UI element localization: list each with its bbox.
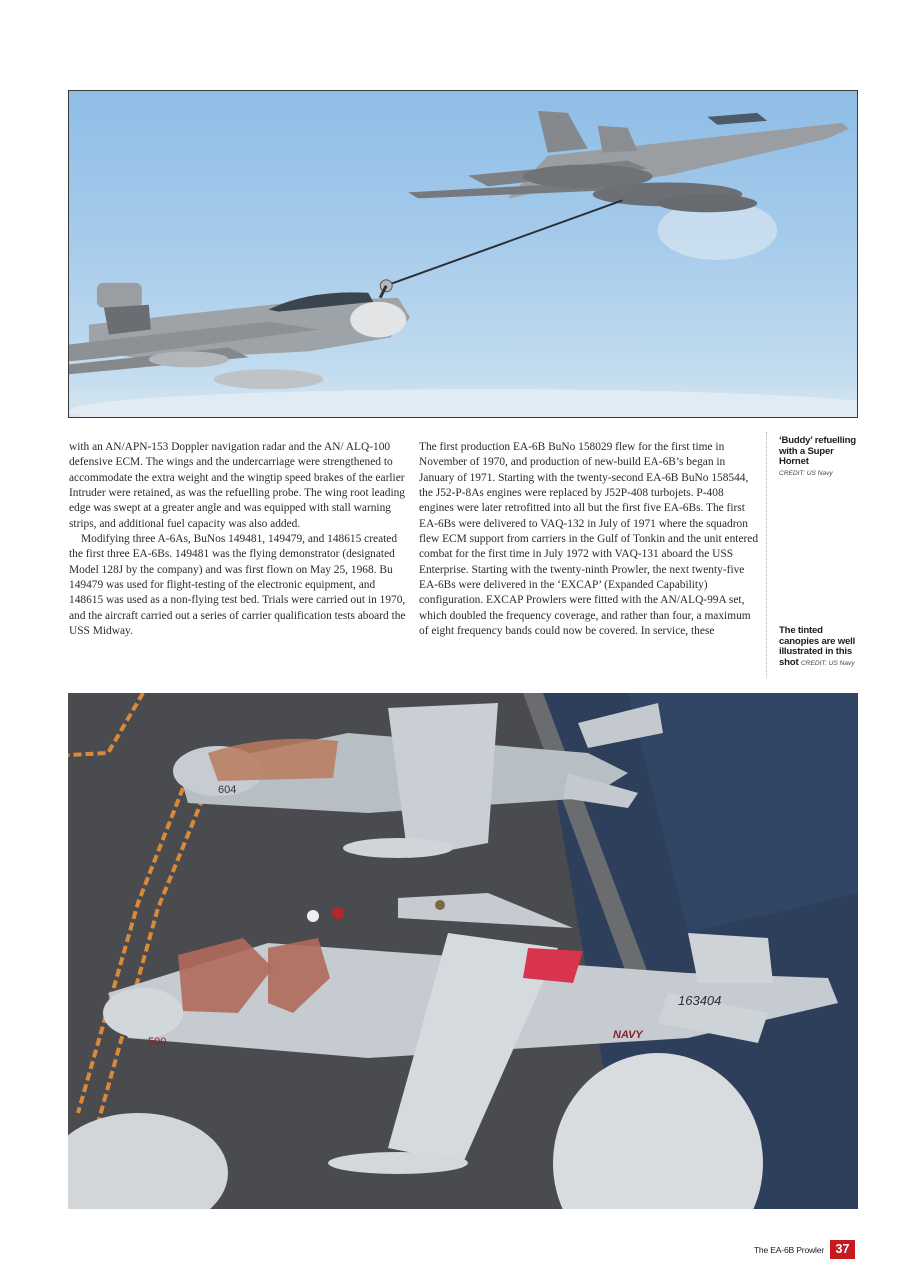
page-number: 37 xyxy=(830,1240,855,1259)
photo-caption-bottom xyxy=(779,626,863,669)
svg-text:604: 604 xyxy=(218,784,237,796)
svg-text:500: 500 xyxy=(148,1036,167,1048)
article-column-left xyxy=(69,440,411,639)
paragraph: with an AN/APN-153 Doppler navigation radar and the AN/ ALQ-100 defensive ECM. The wings and the undercarriage were strengthened to accommodate the extra weight and the wingtip speed brakes of the earlier Intruder were retained, as was the refuelling probe. The wing root leading edge was swept at a greater angle and was equipped with stall warning strips, and additional fuel capacity was also added. xyxy=(69,441,406,530)
svg-text:NAVY: NAVY xyxy=(613,1029,643,1041)
refuelling-photo-illustration xyxy=(69,91,857,417)
caption-text: The tinted canopies are well illustrated in this shot xyxy=(779,625,856,668)
photo-caption-top xyxy=(779,436,863,479)
caption-divider xyxy=(766,432,767,678)
caption-credit: CREDIT: US Navy xyxy=(779,469,833,477)
carrier-deck-photo-illustration xyxy=(68,693,858,1209)
caption-credit: CREDIT: US Navy xyxy=(800,659,855,667)
publication-title: The EA-6B Prowler xyxy=(753,1244,824,1255)
article-column-right xyxy=(419,440,761,639)
paragraph: The first production EA-6B BuNo 158029 flew for the first time in November of 1970, and production of new-build EA-6B’s began in January of 1971. Starting with the twenty-second EA-6B BuNo 158544, the J52-P-8As engines were replaced by J52P-408 turbojets. P-408 engines were later retrofitted into all but the first five EA-6Bs. The first EA-6Bs were delivered to VAQ-132 in July of 1971 where the squadron flew ECM support from carriers in the Gulf of Tonkin and the unit entered combat for the first time in July 1972 with VAQ-131 aboard the USS Enterprise. Starting with the twenty-ninth Prowler, the next twenty-five EA-6Bs were delivered in the ‘EXCAP’ (Expanded Capability) configuration. EXCAP Prowlers were fitted with the AN/ALQ-99A set, which doubled the frequency coverage, and rather than four, a maximum of eight frequency bands could now be covered. In service, these xyxy=(419,441,759,638)
svg-text:163404: 163404 xyxy=(678,993,722,1008)
paragraph: Modifying three A-6As, BuNos 149481, 149479, and 148615 created the first three EA-6Bs. 149481 was the flying demonstrator (designated Model 128J by the company) and was first flown on May 25, 1968. Bu 149479 was used for flight-testing of the electronic equipment, and 148615 was used as a non-flying test bed. Trials were carried out in 1970, and the aircraft carried out a series of carrier qualification tests aboard the USS Midway. xyxy=(69,533,406,638)
super-hornet-aircraft xyxy=(408,111,849,212)
caption-text: ‘Buddy’ refuelling with a Super Hornet xyxy=(779,435,856,468)
page-footer xyxy=(754,1240,855,1259)
photo-carrier-deck xyxy=(68,693,858,1209)
prowler-aircraft xyxy=(69,283,410,389)
photo-buddy-refuelling xyxy=(68,90,858,418)
